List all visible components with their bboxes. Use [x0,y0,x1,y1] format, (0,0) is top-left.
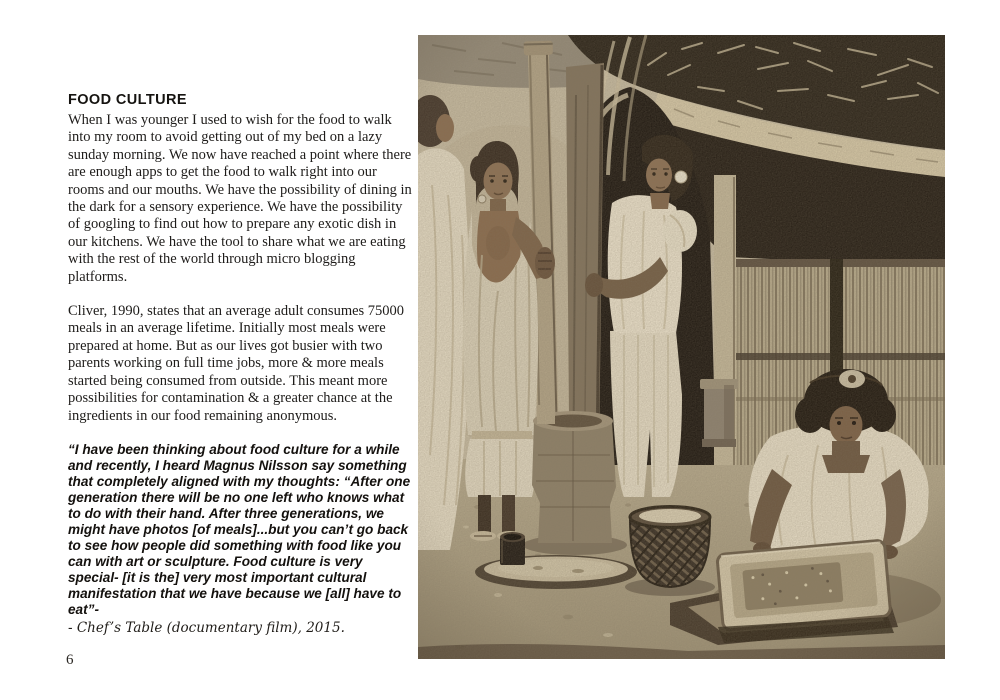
article-title: FOOD CULTURE [68,92,187,108]
pull-quote: “I have been thinking about food culture for a while and recently, I heard Magnus Nilsson say something that completely aligned with my thoughts: “After one generation there will be no one left who knows what to do with their hand. After three generations, we might have photos [of meals]...but you can’t go back to see how people did something with food like you can with art or sculpture. Food culture is very special- [it is the] very most important cultural manifestation that we have because we [all] have to eat”- [68,441,411,617]
page-number: 6 [66,652,74,668]
photo-grain [418,35,945,659]
quote-citation: - Chef’s Table (documentary film), 2015. [68,619,345,636]
article-text-column [68,92,414,637]
historical-photograph [418,35,945,659]
article-paragraph-1: When I was younger I used to wish for the food to walk into my room to avoid getting out of my bed on a lazy sunday morning. We now have reached a point where there are enough apps to get the food to walk right into our rooms and our mouths. We have the possibility of dining in the dark for a sensory experience. We have the possibility of googling to find out how to prepare any exotic dish in our kitchens. We have the tool to share what we are eating with the rest of the world through micro blogging platforms. [68,112,412,285]
article-paragraph-2: Cliver, 1990, states that an average adult consumes 75000 meals in an average lifetime. Initially most meals were prepared at home. But as our lives got busier with two parents working on full time jobs, more & more meals started being consumed from outside. This meant more possibilities for contamination & a greater chance at the ingredients in our food remaining anonymous. [68,303,405,424]
